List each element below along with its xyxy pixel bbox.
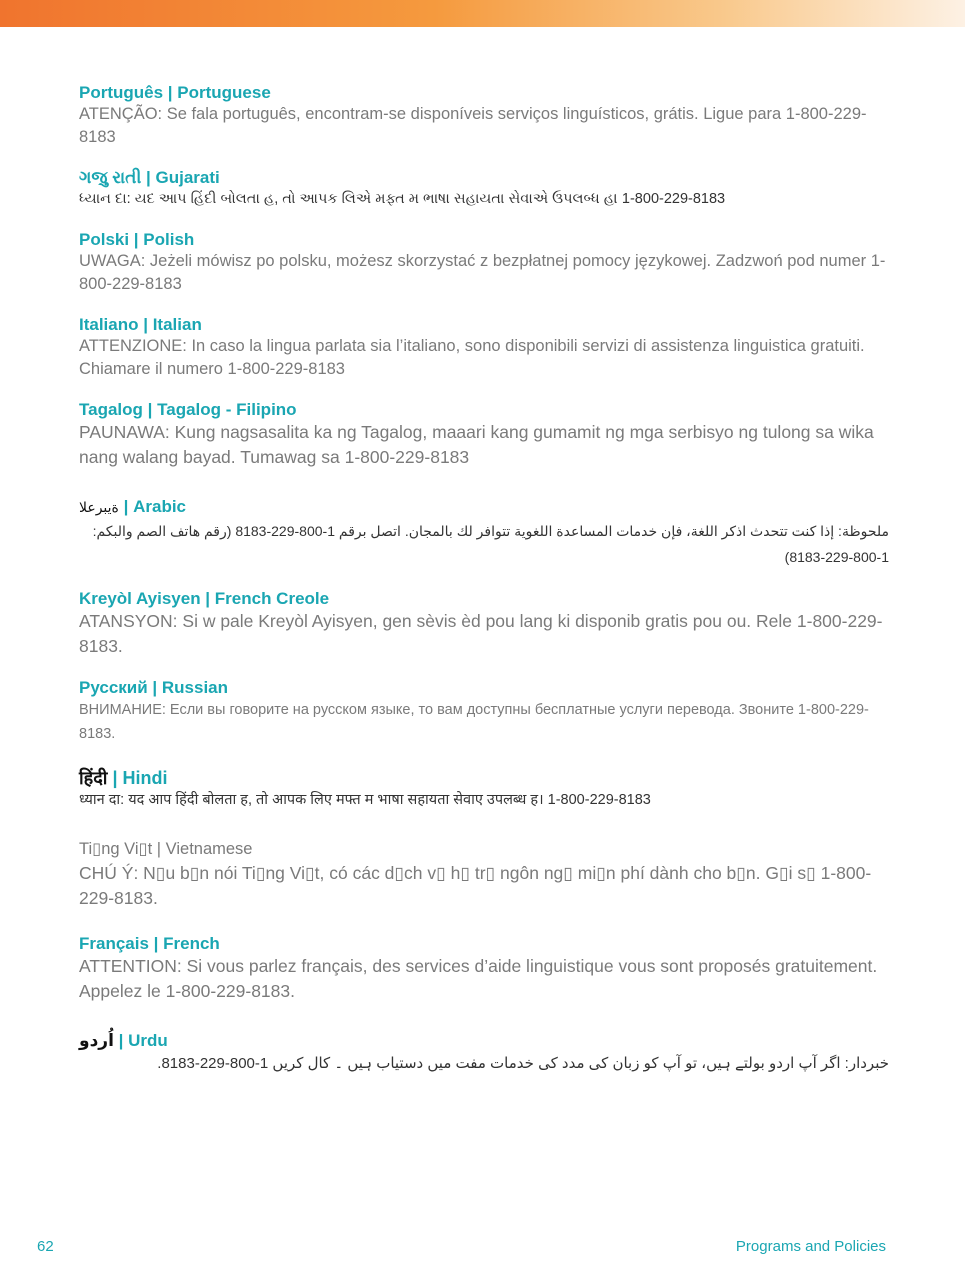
heading-arabic-native: ةيبرعلا <box>79 499 119 515</box>
heading-gujarati-native: ગજુ રાતી <box>79 168 142 187</box>
section-tagalog <box>79 399 889 470</box>
heading-russian: Русский | Russian <box>79 678 229 697</box>
heading-urdu <box>79 1030 889 1051</box>
body-italian: ATTENZIONE: In caso la lingua parlata sia l’italiano, sono disponibili servizi di assistenza linguistica gratuiti. Chiamare il numero 1-800-229-8183 <box>79 337 865 378</box>
body-hindi: ध्यान दा: यद आप हिंदी बोलता ह, तो आपक लिए मफ्त म भाषा सहायता सेवाए उपलब्ध ह। 1-800-229-8183 <box>79 792 651 808</box>
page-number: 62 <box>37 1238 54 1255</box>
heading-gujarati-english: | Gujarati <box>146 168 220 187</box>
section-creole <box>79 588 889 659</box>
heading-portuguese: Português | Portuguese <box>79 83 271 102</box>
body-polish: UWAGA: Jeżeli mówisz po polsku, możesz skorzystać z bezpłatnej pomocy językowej. Zadzwoń pod numer 1-800-229-8183 <box>79 252 886 293</box>
body-russian: ВНИМАНИЕ: Если вы говорите на русском языке, то вам доступны бесплатные услуги перевода. Звоните 1-800-229-8183. <box>79 702 869 742</box>
heading-gujarati <box>79 167 889 188</box>
heading-hindi-english: | Hindi <box>112 768 168 788</box>
section-polish <box>79 229 889 296</box>
top-gradient-bar <box>0 0 965 27</box>
section-portuguese <box>79 82 889 149</box>
footer-section-title: Programs and Policies <box>735 1238 886 1255</box>
heading-italian: Italiano | Italian <box>79 315 202 334</box>
body-creole: ATANSYON: Si w pale Kreyòl Ayisyen, gen sèvis èd pou lang ki disponib gratis pou ou. Rele 1-800-229-8183. <box>79 611 883 656</box>
section-french <box>79 933 889 1004</box>
section-italian <box>79 314 889 381</box>
language-assistance-list <box>79 82 889 1077</box>
heading-french: Français | French <box>79 934 220 953</box>
body-vietnamese: CHÚ Ý: N▯u b▯n nói Ti▯ng Vi▯t, có các d▯ch v▯ h▯ tr▯ ngôn ng▯ mi▯n phí dành cho b▯n. G▯i s▯ 1-800-229-8183. <box>79 863 872 908</box>
body-urdu: خبردار: اگر آپ اردو بولتے ہیں، تو آپ کو زبان کی مدد کی خدمات مفت میں دستیاب ہیں ۔ کال کریں 1-800-229-8183. <box>157 1055 889 1072</box>
heading-hindi <box>79 768 889 789</box>
section-russian <box>79 677 889 746</box>
heading-creole: Kreyòl Ayisyen | French Creole <box>79 589 330 608</box>
section-vietnamese <box>79 838 889 911</box>
section-urdu <box>79 1030 889 1077</box>
body-arabic: ملحوظة: إذا كنت تتحدث اذكر اللغة، فإن خدمات المساعدة اللغوية تتوافر لك بالمجان. اتصل برقم 1-800-229-8183 (رقم هاتف الصم والبكم: 1-800-229-8183) <box>92 523 889 565</box>
heading-arabic <box>79 496 889 518</box>
section-arabic <box>79 496 889 570</box>
heading-hindi-native: हिंदी <box>79 768 108 788</box>
heading-polish: Polski | Polish <box>79 230 195 249</box>
heading-urdu-native: اُردو <box>79 1031 114 1050</box>
body-tagalog: PAUNAWA: Kung nagsasalita ka ng Tagalog, maaari kang gumamit ng mga serbisyo ng tulong sa wika nang walang bayad. Tumawag sa 1-800-229-8183 <box>79 422 874 467</box>
body-gujarati: ધ્યાન દા: યદ આપ હિંદી બોલતા હ, તો આપક લિએ મફ્ત મ ભાષા સહાયતા સેવાએ ઉપલબ્ધ હ। 1-800-229-8183 <box>79 191 726 207</box>
section-hindi <box>79 768 889 812</box>
section-gujarati <box>79 167 889 211</box>
heading-urdu-english: | Urdu <box>118 1031 168 1050</box>
heading-arabic-english: | Arabic <box>123 497 187 516</box>
heading-vietnamese: Ti▯ng Vi▯t | Vietnamese <box>79 840 253 858</box>
body-french: ATTENTION: Si vous parlez français, des services d’aide linguistique vous sont proposés gratuitement. Appelez le 1-800-229-8183. <box>79 956 878 1001</box>
heading-tagalog: Tagalog | Tagalog - Filipino <box>79 400 297 419</box>
body-portuguese: ATENÇÃO: Se fala português, encontram-se disponíveis serviços linguísticos, grátis. Ligue para 1-800-229-8183 <box>79 105 867 146</box>
